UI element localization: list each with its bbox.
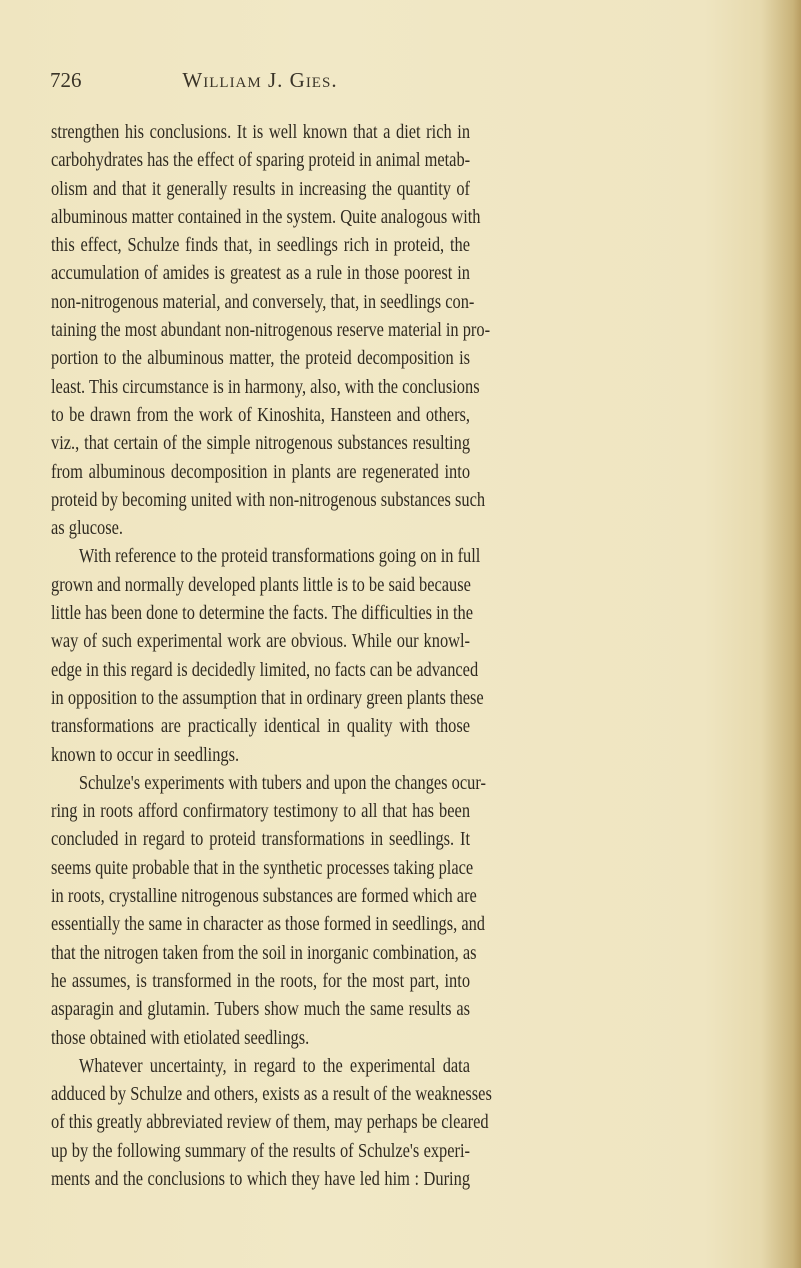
text-line: of this greatly abbreviated review of them, may perhaps be cleared bbox=[51, 1111, 489, 1134]
text-line: little has been done to determine the facts. The difficulties in the bbox=[51, 602, 474, 625]
text-line: taining the most abundant non-nitrogenous reserve material in pro- bbox=[51, 319, 491, 342]
paragraph bbox=[51, 542, 484, 768]
body-text bbox=[51, 118, 492, 1193]
text-line: in roots, crystalline nitrogenous substances are formed which are bbox=[51, 885, 477, 908]
text-line: this effect, Schulze finds that, in seedlings rich in proteid, the bbox=[51, 234, 471, 257]
text-line: up by the following summary of the results of Schulze's experi- bbox=[51, 1139, 471, 1162]
text-line: albuminous matter contained in the system. Quite analogous with bbox=[51, 205, 481, 228]
text-line: With reference to the proteid transformations going on in full bbox=[78, 545, 481, 568]
running-title: William J. Gies. bbox=[182, 68, 338, 92]
text-line: accumulation of amides is greatest as a rule in those poorest in bbox=[51, 262, 471, 285]
text-line: proteid by becoming united with non-nitrogenous substances such bbox=[51, 488, 486, 511]
text-line: in opposition to the assumption that in ordinary green plants these bbox=[51, 686, 484, 709]
text-line: way of such experimental work are obvious. While our knowl- bbox=[51, 630, 471, 653]
text-line: carbohydrates has the effect of sparing proteid in animal metab- bbox=[51, 149, 471, 172]
text-line: ring in roots afford confirmatory testimony to all that has been bbox=[51, 800, 471, 823]
paragraph bbox=[51, 769, 486, 1052]
text-line: as glucose. bbox=[51, 517, 123, 540]
paragraph bbox=[51, 1052, 492, 1193]
running-header bbox=[50, 68, 470, 98]
text-line: Whatever uncertainty, in regard to the experimental data bbox=[78, 1054, 471, 1077]
text-line: seems quite probable that in the synthetic processes taking place bbox=[51, 856, 474, 879]
text-line: concluded in regard to proteid transformations in seedlings. It bbox=[51, 828, 471, 851]
text-line: asparagin and glutamin. Tubers show much the same results as bbox=[51, 998, 471, 1021]
text-line: he assumes, is transformed in the roots, for the most part, into bbox=[51, 969, 471, 992]
text-line: Schulze's experiments with tubers and upon the changes ocur- bbox=[78, 771, 486, 794]
text-line: essentially the same in character as those formed in seedlings, and bbox=[51, 913, 486, 936]
text-line: least. This circumstance is in harmony, also, with the conclusions bbox=[51, 375, 480, 398]
page-number: 726 bbox=[50, 68, 82, 92]
text-line: strengthen his conclusions. It is well known that a diet rich in bbox=[51, 121, 471, 143]
text-line: to be drawn from the work of Kinoshita, Hansteen and others, bbox=[51, 403, 471, 426]
paragraph bbox=[51, 118, 491, 542]
text-line: from albuminous decomposition in plants are regenerated into bbox=[51, 460, 471, 483]
text-line: non-nitrogenous material, and conversely, that, in seedlings con- bbox=[51, 290, 475, 313]
text-line: grown and normally developed plants little is to be said because bbox=[51, 573, 471, 596]
text-line: ments and the conclusions to which they have led him : During bbox=[51, 1167, 471, 1190]
text-line: edge in this regard is decidedly limited, no facts can be advanced bbox=[51, 658, 479, 681]
text-line: known to occur in seedlings. bbox=[51, 743, 240, 766]
text-line: that the nitrogen taken from the soil in inorganic combination, as bbox=[51, 941, 477, 964]
text-line: transformations are practically identical in quality with those bbox=[51, 715, 471, 738]
text-line: adduced by Schulze and others, exists as a result of the weaknesses bbox=[51, 1083, 492, 1106]
text-line: olism and that it generally results in increasing the quantity of bbox=[51, 177, 471, 200]
text-line: those obtained with etiolated seedlings. bbox=[51, 1026, 310, 1049]
text-line: portion to the albuminous matter, the proteid decomposition is bbox=[51, 347, 471, 370]
text-line: viz., that certain of the simple nitrogenous substances resulting bbox=[51, 432, 471, 455]
